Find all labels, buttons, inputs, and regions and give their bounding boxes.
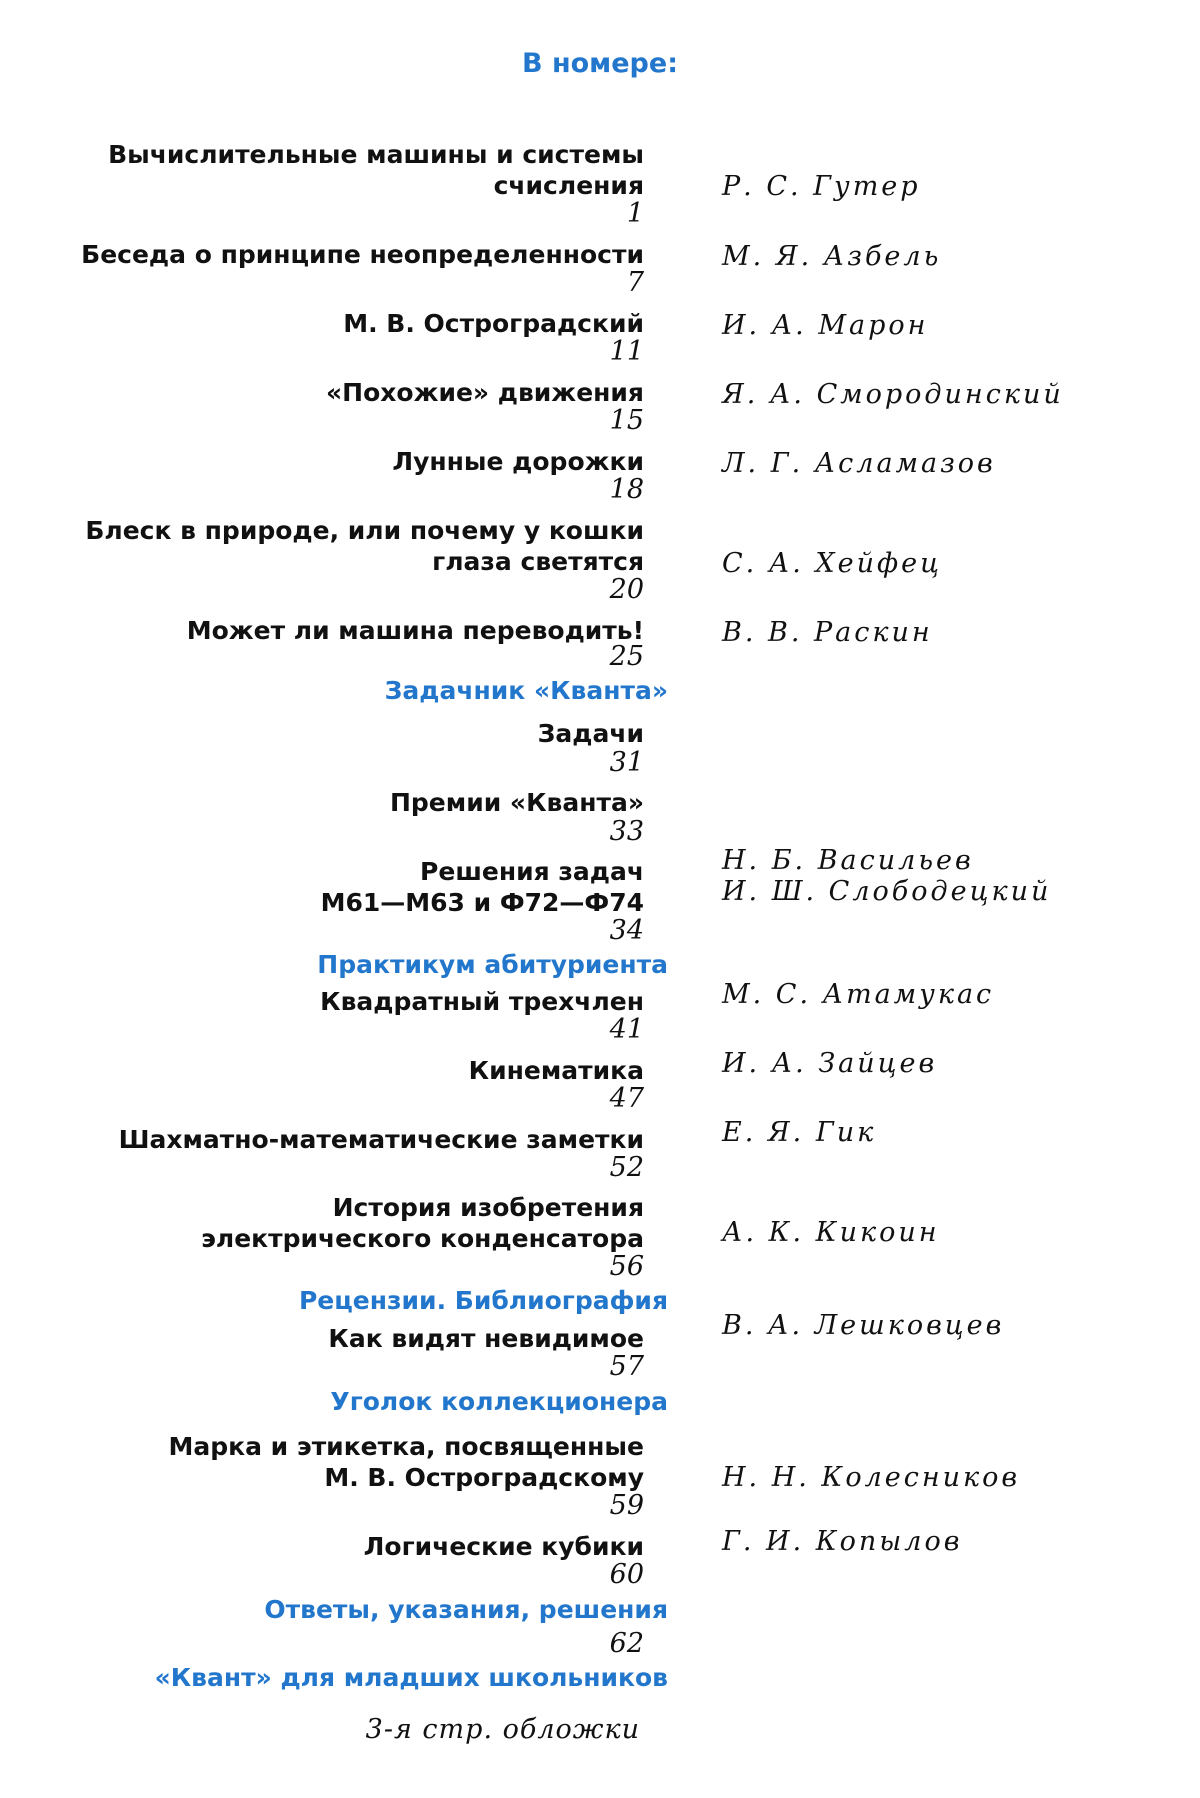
page-number: 34: [609, 915, 644, 946]
page-number: 60: [609, 1559, 644, 1590]
article-author: Р. С. Гутер: [722, 171, 921, 202]
article-title-line: Кинематика: [468, 1056, 644, 1085]
page-number: 18: [609, 474, 644, 505]
section-heading: Рецензии. Библиография: [298, 1286, 668, 1315]
article-title: [201, 1192, 644, 1254]
article-title: [392, 446, 644, 477]
article-author: В. В. Раскин: [722, 617, 933, 648]
page-number: 20: [609, 574, 644, 605]
section-heading: Ответы, указания, решения: [264, 1595, 668, 1624]
page-number: 52: [609, 1152, 644, 1183]
page-number: 41: [609, 1014, 644, 1045]
article-author: М. Я. Азбель: [722, 241, 942, 272]
article-title: [538, 718, 644, 749]
article-author-line: Н. Б. Васильев: [722, 845, 974, 876]
article-author-line: И. Ш. Слободецкий: [722, 876, 1052, 907]
page-number: 7: [626, 267, 644, 298]
article-title-line: Логические кубики: [363, 1532, 644, 1561]
article-title: [343, 308, 644, 339]
article-title-line: Решения задач: [420, 857, 644, 886]
section-heading: «Квант» для младших школьников: [154, 1663, 668, 1692]
article-title-line: «Похожие» движения: [326, 378, 644, 407]
article-title: [108, 139, 644, 201]
article-title-line: Марка и этикетка, посвященные: [168, 1432, 644, 1461]
article-title: [119, 1124, 644, 1155]
article-title: [326, 377, 644, 408]
article-title: [168, 1431, 644, 1493]
page-number: 57: [609, 1351, 644, 1382]
article-title: [328, 1323, 644, 1354]
article-title-line: Может ли машина переводить!: [186, 616, 644, 645]
article-title-line: М61—М63 и Ф72—Ф74: [320, 888, 644, 917]
article-title: [320, 986, 644, 1017]
page-number: 1: [626, 198, 644, 229]
section-heading: Практикум абитуриента: [317, 950, 668, 979]
article-title-line: Задачи: [537, 719, 644, 748]
section-heading: Уголок коллекционера: [330, 1387, 668, 1416]
article-title: [81, 239, 644, 270]
article-title: [85, 515, 644, 577]
article-title-line: Шахматно-математические заметки: [118, 1125, 644, 1154]
cover-page-note: 3-я стр. обложки: [365, 1714, 640, 1745]
article-title: [321, 856, 644, 918]
page-number: 33: [609, 816, 644, 847]
article-title-line: Как видят невидимое: [328, 1324, 644, 1353]
article-author: М. С. Атамукас: [722, 979, 995, 1010]
article-author: В. А. Лешковцев: [722, 1310, 1005, 1341]
article-title-line: М. В. Остроградскому: [324, 1463, 644, 1492]
article-author: Н. Н. Колесников: [722, 1462, 1021, 1493]
article-title-line: Квадратный трехчлен: [320, 987, 644, 1016]
article-title-line: Лунные дорожки: [392, 447, 644, 476]
section-heading: Задачник «Кванта»: [384, 676, 668, 705]
article-title-line: История изобретения: [332, 1193, 644, 1222]
article-title-line: М. В. Остроградский: [343, 309, 644, 338]
article-author: С. А. Хейфец: [722, 548, 942, 579]
article-title: [187, 615, 644, 646]
page-number: 31: [609, 747, 644, 778]
page-number: 11: [609, 336, 644, 367]
article-title-line: Беседа о принципе неопределенности: [81, 240, 644, 269]
article-author: Г. И. Копылов: [722, 1526, 963, 1557]
article-author: [722, 845, 1051, 907]
toc-heading: В номере:: [521, 48, 678, 79]
article-title: [469, 1055, 644, 1086]
page-number: 62: [609, 1628, 644, 1659]
page-number: 56: [609, 1251, 644, 1282]
article-title: [364, 1531, 644, 1562]
article-title-line: Вычислительные машины и системы: [108, 140, 644, 169]
article-author: И. А. Марон: [722, 310, 929, 341]
page-number: 25: [609, 641, 644, 672]
article-author: И. А. Зайцев: [722, 1048, 938, 1079]
article-author: Я. А. Смородинский: [722, 379, 1064, 410]
page-number: 47: [609, 1083, 644, 1114]
article-author: Е. Я. Гик: [722, 1117, 877, 1148]
page-number: 59: [609, 1490, 644, 1521]
article-title-line: Премии «Кванта»: [389, 788, 644, 817]
article-title-line: Блеск в природе, или почему у кошки: [85, 516, 644, 545]
article-title-line: электрического конденсатора: [201, 1224, 644, 1253]
article-author: Л. Г. Асламазов: [722, 448, 996, 479]
page-number: 15: [609, 405, 644, 436]
article-title-line: счисления: [493, 171, 644, 200]
article-author: А. К. Кикоин: [722, 1217, 940, 1248]
article-title: [390, 787, 644, 818]
article-title-line: глаза светятся: [432, 547, 644, 576]
